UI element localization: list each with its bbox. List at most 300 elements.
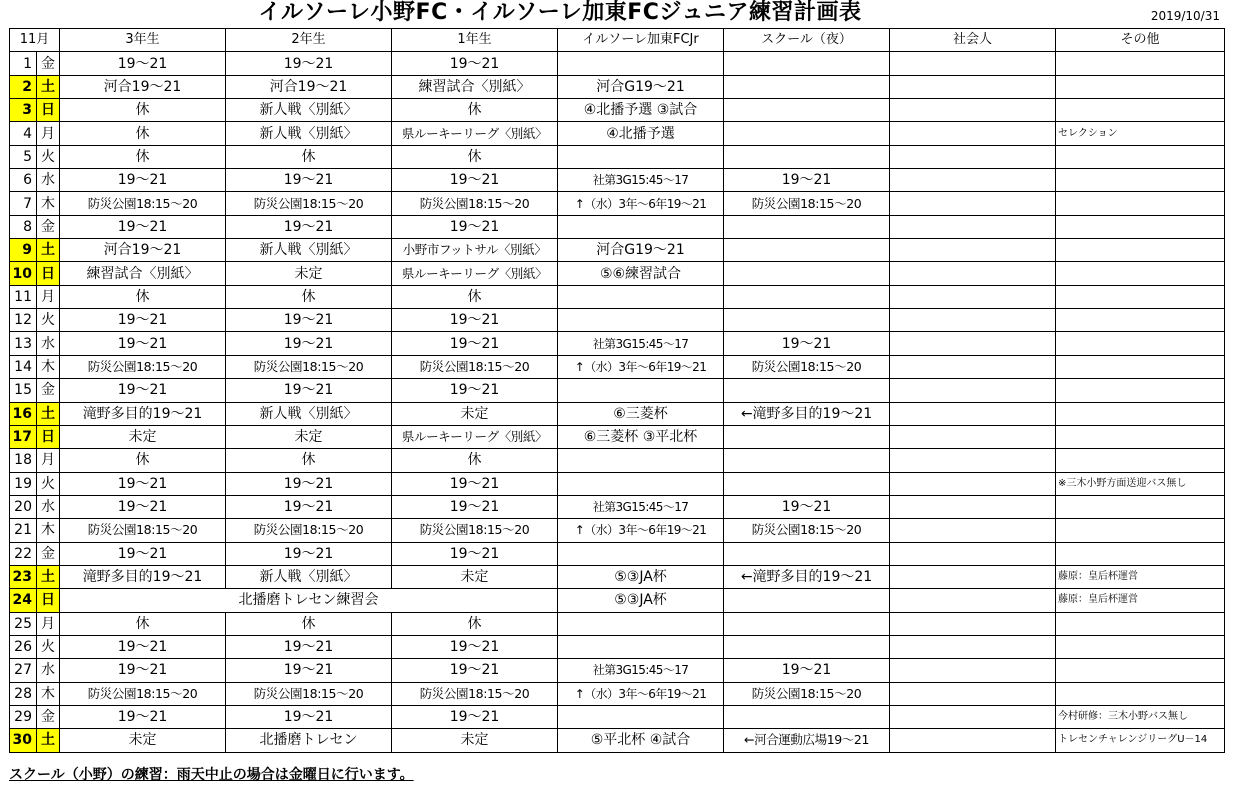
grade3-cell: 19～21 [60,635,226,658]
grade3-cell: 19～21 [60,379,226,402]
katoh-jr-cell [558,472,724,495]
grade3-cell: 19～21 [60,495,226,518]
table-row [10,145,1225,168]
weekday-cell: 金 [37,52,60,75]
day-cell: 27 [10,659,37,682]
weekday-cell: 木 [37,192,60,215]
day-cell: 16 [10,402,37,425]
other-cell [1056,449,1225,472]
grade2-cell: 19～21 [226,542,392,565]
grade3-cell: 休 [60,145,226,168]
day-cell: 14 [10,355,37,378]
day-cell: 25 [10,612,37,635]
adult-cell [890,542,1056,565]
weekday-cell: 月 [37,122,60,145]
school-night-cell [724,425,890,448]
katoh-jr-cell: ↑（水）3年～6年19～21 [558,355,724,378]
other-cell: 今村研修：三木小野バス無し [1056,705,1225,728]
day-cell: 13 [10,332,37,355]
katoh-jr-cell [558,612,724,635]
header-grade3: 3年生 [60,29,226,52]
day-cell: 17 [10,425,37,448]
day-cell: 7 [10,192,37,215]
school-night-cell [724,262,890,285]
katoh-jr-cell: ⑤平北杯 ④試合 [558,729,724,752]
grade2-cell: 防災公園18:15～20 [226,355,392,378]
adult-cell [890,285,1056,308]
grade3-cell: 19～21 [60,215,226,238]
grade3-cell: 19～21 [60,705,226,728]
weekday-cell: 日 [37,425,60,448]
table-row [10,379,1225,402]
combined-grades-cell: 北播磨トレセン練習会 [60,589,558,612]
grade3-cell: 防災公園18:15～20 [60,682,226,705]
school-night-cell [724,52,890,75]
grade1-cell: 未定 [392,729,558,752]
adult-cell [890,519,1056,542]
grade2-cell: 防災公園18:15～20 [226,519,392,542]
table-row [10,565,1225,588]
grade1-cell: 19～21 [392,332,558,355]
grade2-cell: 19～21 [226,332,392,355]
grade1-cell: 19～21 [392,659,558,682]
day-cell: 2 [10,75,37,98]
grade3-cell: 19～21 [60,309,226,332]
school-night-cell [724,285,890,308]
day-cell: 23 [10,565,37,588]
grade1-cell: 未定 [392,565,558,588]
day-cell: 10 [10,262,37,285]
table-row [10,449,1225,472]
table-row [10,589,1225,612]
weekday-cell: 月 [37,449,60,472]
table-row [10,192,1225,215]
other-cell [1056,332,1225,355]
school-night-cell [724,122,890,145]
weekday-cell: 火 [37,635,60,658]
grade2-cell: 新人戦〈別紙〉 [226,565,392,588]
table-row [10,169,1225,192]
school-night-cell [724,449,890,472]
katoh-jr-cell: ⑥三菱杯 [558,402,724,425]
grade3-cell: 19～21 [60,659,226,682]
adult-cell [890,239,1056,262]
grade2-cell: 未定 [226,425,392,448]
grade3-cell: 防災公園18:15～20 [60,355,226,378]
weekday-cell: 水 [37,332,60,355]
school-night-cell: ←河合運動広場19～21 [724,729,890,752]
grade3-cell: 休 [60,449,226,472]
day-cell: 20 [10,495,37,518]
grade2-cell: 休 [226,285,392,308]
grade1-cell: 休 [392,285,558,308]
school-night-cell [724,705,890,728]
school-night-cell [724,379,890,402]
adult-cell [890,495,1056,518]
grade1-cell: 防災公園18:15～20 [392,355,558,378]
school-night-cell: 19～21 [724,332,890,355]
table-row [10,122,1225,145]
grade3-cell: 未定 [60,425,226,448]
grade1-cell: 19～21 [392,495,558,518]
grade3-cell: 休 [60,99,226,122]
weekday-cell: 土 [37,565,60,588]
adult-cell [890,705,1056,728]
other-cell [1056,239,1225,262]
table-row [10,425,1225,448]
other-cell [1056,169,1225,192]
grade1-cell: 19～21 [392,169,558,192]
grade2-cell: 19～21 [226,659,392,682]
weekday-cell: 土 [37,402,60,425]
table-row [10,355,1225,378]
grade2-cell: 防災公園18:15～20 [226,192,392,215]
weekday-cell: 日 [37,262,60,285]
adult-cell [890,99,1056,122]
other-cell [1056,495,1225,518]
grade1-cell: 県ルーキーリーグ〈別紙〉 [392,425,558,448]
katoh-jr-cell: ⑤⑥練習試合 [558,262,724,285]
adult-cell [890,612,1056,635]
katoh-jr-cell: 河合G19～21 [558,239,724,262]
grade3-cell: 未定 [60,729,226,752]
grade2-cell: 19～21 [226,705,392,728]
other-cell [1056,75,1225,98]
grade1-cell: 19～21 [392,635,558,658]
day-cell: 28 [10,682,37,705]
other-cell [1056,402,1225,425]
school-night-cell: ←滝野多目的19～21 [724,565,890,588]
grade3-cell: 河合19～21 [60,75,226,98]
grade2-cell: 北播磨トレセン [226,729,392,752]
header-row [10,29,1225,52]
school-night-cell [724,99,890,122]
day-cell: 5 [10,145,37,168]
page-title: イルソーレ小野FC・イルソーレ加東FCジュニア練習計画表 [258,0,862,25]
katoh-jr-cell [558,145,724,168]
katoh-jr-cell: ↑（水）3年～6年19～21 [558,682,724,705]
katoh-jr-cell [558,309,724,332]
table-row [10,635,1225,658]
document-date: 2019/10/31 [1150,9,1220,23]
school-night-cell: 防災公園18:15～20 [724,519,890,542]
grade2-cell: 19～21 [226,52,392,75]
day-cell: 3 [10,99,37,122]
table-row [10,705,1225,728]
other-cell [1056,519,1225,542]
grade3-cell: 防災公園18:15～20 [60,519,226,542]
grade1-cell: 19～21 [392,472,558,495]
weekday-cell: 月 [37,285,60,308]
day-cell: 19 [10,472,37,495]
school-night-cell [724,542,890,565]
day-cell: 4 [10,122,37,145]
table-row [10,99,1225,122]
header-other: その他 [1056,29,1225,52]
header-katoh-jr: イルソーレ加東FCJr [558,29,724,52]
weekday-cell: 火 [37,309,60,332]
school-night-cell [724,589,890,612]
school-night-cell [724,145,890,168]
table-row [10,309,1225,332]
adult-cell [890,215,1056,238]
table-row [10,402,1225,425]
grade1-cell: 19～21 [392,309,558,332]
grade2-cell: 新人戦〈別紙〉 [226,239,392,262]
table-row [10,612,1225,635]
school-night-cell: 19～21 [724,495,890,518]
school-night-cell [724,612,890,635]
school-night-cell [724,75,890,98]
grade1-cell: 休 [392,612,558,635]
day-cell: 6 [10,169,37,192]
table-row [10,519,1225,542]
other-cell [1056,285,1225,308]
day-cell: 8 [10,215,37,238]
day-cell: 26 [10,635,37,658]
grade1-cell: 19～21 [392,52,558,75]
other-cell: ※三木小野方面送迎バス無し [1056,472,1225,495]
other-cell [1056,379,1225,402]
adult-cell [890,169,1056,192]
katoh-jr-cell [558,52,724,75]
katoh-jr-cell [558,285,724,308]
other-cell: 藤原：皇后杯運営 [1056,589,1225,612]
day-cell: 12 [10,309,37,332]
day-cell: 24 [10,589,37,612]
grade2-cell: 新人戦〈別紙〉 [226,122,392,145]
grade1-cell: 休 [392,99,558,122]
table-row [10,75,1225,98]
school-night-cell: 防災公園18:15～20 [724,355,890,378]
katoh-jr-cell: ⑤③JA杯 [558,589,724,612]
grade2-cell: 19～21 [226,495,392,518]
grade2-cell: 19～21 [226,215,392,238]
adult-cell [890,682,1056,705]
other-cell [1056,192,1225,215]
school-night-cell: 19～21 [724,169,890,192]
adult-cell [890,355,1056,378]
katoh-jr-cell: 社第3G15:45～17 [558,659,724,682]
grade2-cell: 19～21 [226,379,392,402]
day-cell: 18 [10,449,37,472]
grade2-cell: 未定 [226,262,392,285]
grade3-cell: 滝野多目的19～21 [60,565,226,588]
weekday-cell: 土 [37,729,60,752]
other-cell [1056,215,1225,238]
katoh-jr-cell: 社第3G15:45～17 [558,495,724,518]
grade3-cell: 19～21 [60,542,226,565]
grade3-cell: 19～21 [60,332,226,355]
grade1-cell: 防災公園18:15～20 [392,519,558,542]
katoh-jr-cell: ⑥三菱杯 ③平北杯 [558,425,724,448]
school-night-cell [724,239,890,262]
weekday-cell: 金 [37,705,60,728]
weekday-cell: 火 [37,145,60,168]
weekday-cell: 日 [37,99,60,122]
grade2-cell: 19～21 [226,309,392,332]
table-row [10,332,1225,355]
table-row [10,472,1225,495]
katoh-jr-cell [558,542,724,565]
katoh-jr-cell: ④北播予選 [558,122,724,145]
katoh-jr-cell: 社第3G15:45～17 [558,169,724,192]
table-row [10,659,1225,682]
weekday-cell: 土 [37,239,60,262]
adult-cell [890,402,1056,425]
day-cell: 30 [10,729,37,752]
adult-cell [890,262,1056,285]
weekday-cell: 火 [37,472,60,495]
grade2-cell: 19～21 [226,169,392,192]
other-cell [1056,309,1225,332]
adult-cell [890,332,1056,355]
grade2-cell: 休 [226,145,392,168]
katoh-jr-cell [558,705,724,728]
school-night-cell [724,472,890,495]
table-row [10,542,1225,565]
katoh-jr-cell [558,379,724,402]
grade1-cell: 19～21 [392,215,558,238]
other-cell [1056,262,1225,285]
grade2-cell: 防災公園18:15～20 [226,682,392,705]
grade3-cell: 19～21 [60,472,226,495]
weekday-cell: 月 [37,612,60,635]
grade3-cell: 19～21 [60,169,226,192]
school-night-cell: 19～21 [724,659,890,682]
weekday-cell: 土 [37,75,60,98]
adult-cell [890,309,1056,332]
adult-cell [890,192,1056,215]
katoh-jr-cell: 社第3G15:45～17 [558,332,724,355]
day-cell: 11 [10,285,37,308]
grade1-cell: 休 [392,145,558,168]
other-cell [1056,659,1225,682]
school-night-cell: 防災公園18:15～20 [724,682,890,705]
grade1-cell: 休 [392,449,558,472]
table-row [10,729,1225,752]
other-cell [1056,542,1225,565]
grade1-cell: 19～21 [392,379,558,402]
grade3-cell: 滝野多目的19～21 [60,402,226,425]
grade1-cell: 練習試合〈別紙〉 [392,75,558,98]
weekday-cell: 木 [37,682,60,705]
day-cell: 1 [10,52,37,75]
grade3-cell: 練習試合〈別紙〉 [60,262,226,285]
katoh-jr-cell: ↑（水）3年～6年19～21 [558,192,724,215]
grade1-cell: 未定 [392,402,558,425]
katoh-jr-cell [558,215,724,238]
weekday-cell: 木 [37,519,60,542]
grade2-cell: 新人戦〈別紙〉 [226,402,392,425]
adult-cell [890,635,1056,658]
weekday-cell: 日 [37,589,60,612]
weekday-cell: 水 [37,659,60,682]
grade2-cell: 河合19～21 [226,75,392,98]
katoh-jr-cell: 河合G19～21 [558,75,724,98]
grade2-cell: 19～21 [226,635,392,658]
weekday-cell: 木 [37,355,60,378]
weekday-cell: 金 [37,379,60,402]
weekday-cell: 水 [37,495,60,518]
other-cell [1056,612,1225,635]
adult-cell [890,589,1056,612]
schedule-table [9,28,1225,753]
grade1-cell: 小野市フットサル〈別紙〉 [392,239,558,262]
adult-cell [890,75,1056,98]
grade3-cell: 休 [60,122,226,145]
grade3-cell: 19～21 [60,52,226,75]
grade3-cell: 休 [60,285,226,308]
table-row [10,52,1225,75]
footer-note: スクール（小野）の練習：雨天中止の場合は金曜日に行います。 [9,767,414,783]
katoh-jr-cell: ④北播予選 ③試合 [558,99,724,122]
weekday-cell: 金 [37,542,60,565]
grade1-cell: 防災公園18:15～20 [392,192,558,215]
grade1-cell: 県ルーキーリーグ〈別紙〉 [392,262,558,285]
grade2-cell: 新人戦〈別紙〉 [226,99,392,122]
adult-cell [890,145,1056,168]
school-night-cell [724,635,890,658]
grade1-cell: 19～21 [392,705,558,728]
other-cell [1056,635,1225,658]
school-night-cell: ←滝野多目的19～21 [724,402,890,425]
katoh-jr-cell: ↑（水）3年～6年19～21 [558,519,724,542]
other-cell: トレセンチャレンジリーグU－14 [1056,729,1225,752]
adult-cell [890,659,1056,682]
table-row [10,285,1225,308]
other-cell: 藤原：皇后杯運営 [1056,565,1225,588]
table-row [10,215,1225,238]
katoh-jr-cell [558,449,724,472]
grade3-cell: 防災公園18:15～20 [60,192,226,215]
other-cell [1056,425,1225,448]
day-cell: 29 [10,705,37,728]
grade1-cell: 19～21 [392,542,558,565]
grade2-cell: 19～21 [226,472,392,495]
other-cell [1056,99,1225,122]
header-month: 11月 [10,29,60,52]
day-cell: 9 [10,239,37,262]
table-row [10,495,1225,518]
school-night-cell [724,215,890,238]
katoh-jr-cell [558,635,724,658]
grade3-cell: 休 [60,612,226,635]
adult-cell [890,472,1056,495]
grade2-cell: 休 [226,612,392,635]
table-row [10,262,1225,285]
other-cell [1056,682,1225,705]
header-grade1: 1年生 [392,29,558,52]
school-night-cell: 防災公園18:15～20 [724,192,890,215]
adult-cell [890,425,1056,448]
grade1-cell: 防災公園18:15～20 [392,682,558,705]
other-cell [1056,52,1225,75]
day-cell: 22 [10,542,37,565]
adult-cell [890,379,1056,402]
grade1-cell: 県ルーキーリーグ〈別紙〉 [392,122,558,145]
grade3-cell: 河合19～21 [60,239,226,262]
header-grade2: 2年生 [226,29,392,52]
adult-cell [890,122,1056,145]
day-cell: 21 [10,519,37,542]
adult-cell [890,52,1056,75]
day-cell: 15 [10,379,37,402]
adult-cell [890,565,1056,588]
adult-cell [890,449,1056,472]
header-adult: 社会人 [890,29,1056,52]
adult-cell [890,729,1056,752]
